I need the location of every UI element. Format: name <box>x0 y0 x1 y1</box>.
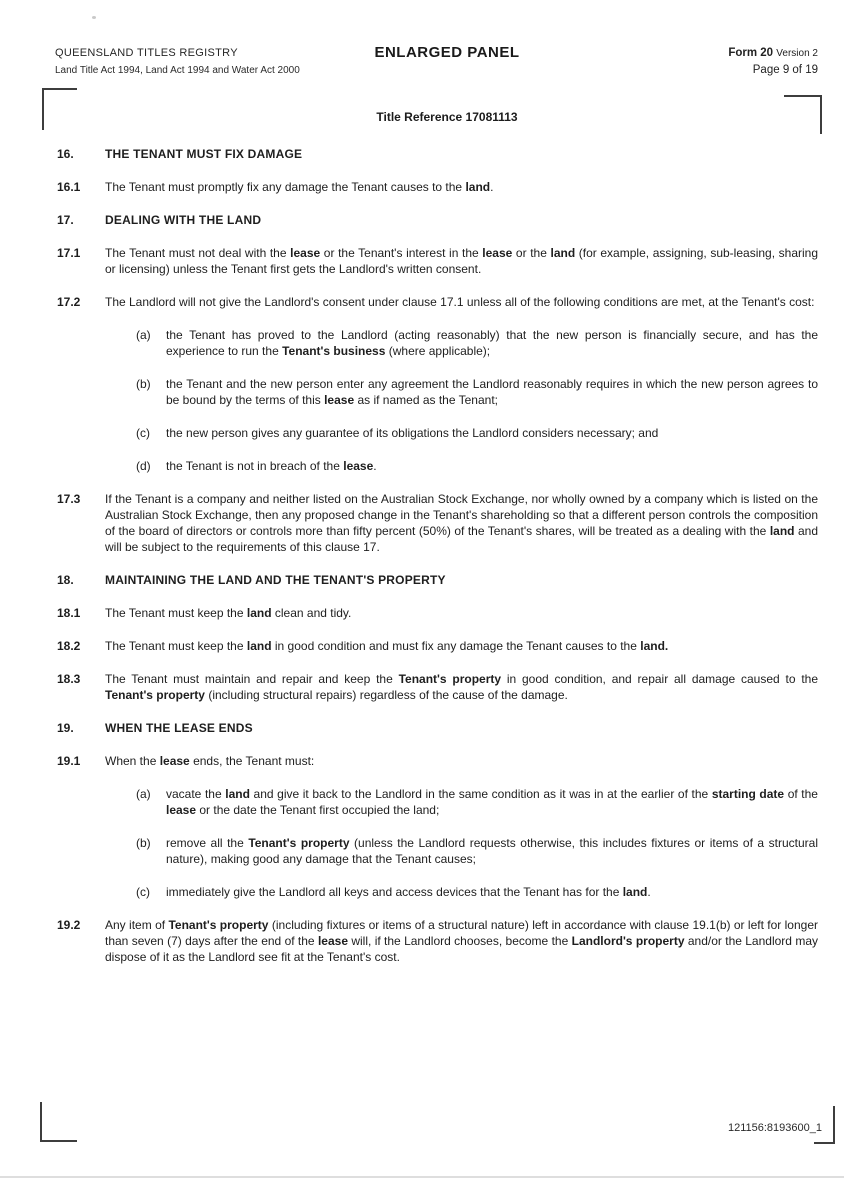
clause-number: (d) <box>136 459 151 473</box>
clause-number: (a) <box>136 328 151 342</box>
clause-number: 16. <box>57 147 74 161</box>
sub-clause <box>136 327 818 359</box>
title-reference: Title Reference 17081113 <box>376 110 518 124</box>
clause-text: WHEN THE LEASE ENDS <box>105 721 253 735</box>
clause-heading <box>57 572 818 588</box>
clause-number: 18.1 <box>57 606 81 620</box>
clause-heading <box>57 720 818 736</box>
clause-text: THE TENANT MUST FIX DAMAGE <box>105 147 303 161</box>
clause-number: 16.1 <box>57 180 81 194</box>
scan-edge-line <box>0 1176 844 1178</box>
clause-number: 19.1 <box>57 754 81 768</box>
clause-number: (c) <box>136 885 150 899</box>
clause-paragraph <box>57 917 818 965</box>
clause-text: immediately give the Landlord all keys and access devices that the Tenant has for the land. <box>166 885 651 899</box>
clause-number: (b) <box>136 836 151 850</box>
clause-text: vacate the land and give it back to the Landlord in the same condition as it was in at the earlier of the starting date of the lease or the date the Tenant first occupied the land; <box>166 787 818 817</box>
sub-clause <box>136 786 818 818</box>
clause-paragraph <box>57 638 818 654</box>
form-line <box>728 45 818 61</box>
clause-text: MAINTAINING THE LAND AND THE TENANT'S PROPERTY <box>105 573 446 587</box>
page-number: Page 9 of 19 <box>752 64 818 77</box>
clause-paragraph <box>57 294 818 310</box>
clause-heading <box>57 212 818 228</box>
corner-bracket-bottom-left <box>40 1102 77 1142</box>
clause-number: 18.2 <box>57 639 81 653</box>
sub-clause <box>136 376 818 408</box>
clause-text: The Tenant must not deal with the lease or the Tenant's interest in the lease or the land (for example, assigning, sub-leasing, sharing or licensing) unless the Tenant first gets the Landlord's written consent. <box>105 246 819 276</box>
clause-number: 18. <box>57 573 74 587</box>
clause-paragraph <box>57 245 818 277</box>
clause-text: the Tenant and the new person enter any agreement the Landlord reasonably requires in which the new person agrees to be bound by the terms of this lease as if named as the Tenant; <box>166 377 818 407</box>
clause-number: 19.2 <box>57 918 81 932</box>
clause-text: The Tenant must promptly fix any damage the Tenant causes to the land. <box>105 180 494 194</box>
clause-text: the Tenant is not in breach of the lease. <box>166 459 377 473</box>
sub-clause <box>136 835 818 867</box>
acts-line: Land Title Act 1994, Land Act 1994 and Water Act 2000 <box>55 64 300 76</box>
form-version: Version 2 <box>776 48 818 59</box>
panel-title: ENLARGED PANEL <box>374 44 520 61</box>
sub-clause <box>136 458 818 474</box>
clause-text: When the lease ends, the Tenant must: <box>105 754 315 768</box>
clause-text: the new person gives any guarantee of its obligations the Landlord considers necessary; and <box>166 426 659 440</box>
clause-text: The Tenant must keep the land clean and tidy. <box>105 606 352 620</box>
clause-text: The Tenant must keep the land in good condition and must fix any damage the Tenant causes to the land. <box>105 639 669 653</box>
clause-number: 18.3 <box>57 672 81 686</box>
clause-number: 17.1 <box>57 246 81 260</box>
clause-number: 19. <box>57 721 74 735</box>
clause-number: 17. <box>57 213 74 227</box>
clause-text: The Tenant must maintain and repair and keep the Tenant's property in good condition, and repair all damage caused to the Tenant's property (including structural repairs) regardless of the cause of the damage. <box>105 672 819 702</box>
clause-number: 17.3 <box>57 492 81 506</box>
clause-text: The Landlord will not give the Landlord's consent under clause 17.1 unless all of the following conditions are met, at the Tenant's cost: <box>105 295 815 309</box>
clause-paragraph <box>57 179 818 195</box>
clause-text: remove all the Tenant's property (unless the Landlord requests otherwise, this includes fixtures or items of a structural nature), making good any damage that the Tenant causes; <box>166 836 818 866</box>
sub-clause <box>136 425 818 441</box>
clause-number: (c) <box>136 426 150 440</box>
clause-text: DEALING WITH THE LAND <box>105 213 262 227</box>
clause-paragraph <box>57 491 818 555</box>
clause-text: the Tenant has proved to the Landlord (acting reasonably) that the new person is financially secure, and has the experience to run the Tenant's business (where applicable); <box>166 328 818 358</box>
clause-paragraph <box>57 605 818 621</box>
clause-heading <box>57 146 818 162</box>
clause-text: Any item of Tenant's property (including fixtures or items of a structural nature) left in accordance with clause 19.1(b) or left for longer than seven (7) days after the end of the lease will, if the Landlord chooses, become the Landlord's property and/or the Landlord may dispose of it as the Landlord see fit at the Tenant's cost. <box>105 918 819 964</box>
header-right <box>728 45 818 78</box>
clause-paragraph <box>57 753 818 769</box>
sub-clause <box>136 884 818 900</box>
form-number: Form 20 <box>728 47 774 59</box>
clause-number: 17.2 <box>57 295 81 309</box>
clause-number: (b) <box>136 377 151 391</box>
scan-artifact <box>92 16 96 19</box>
clause-number: (a) <box>136 787 151 801</box>
clause-list <box>57 146 818 982</box>
clause-paragraph <box>57 671 818 703</box>
registry-name: QUEENSLAND TITLES REGISTRY <box>55 47 238 59</box>
clause-text: If the Tenant is a company and neither listed on the Australian Stock Exchange, nor wholly owned by a company which is listed on the Australian Stock Exchange, then any proposed change in the Tenant's shareholding so that a different person controls the composition of the board of directors or controls more than fifty percent (50%) of the Tenant's shares, will be treated as a dealing with the land and will be subject to the requirements of this clause 17. <box>105 492 818 554</box>
document-number: 121156:8193600_1 <box>727 1122 822 1134</box>
